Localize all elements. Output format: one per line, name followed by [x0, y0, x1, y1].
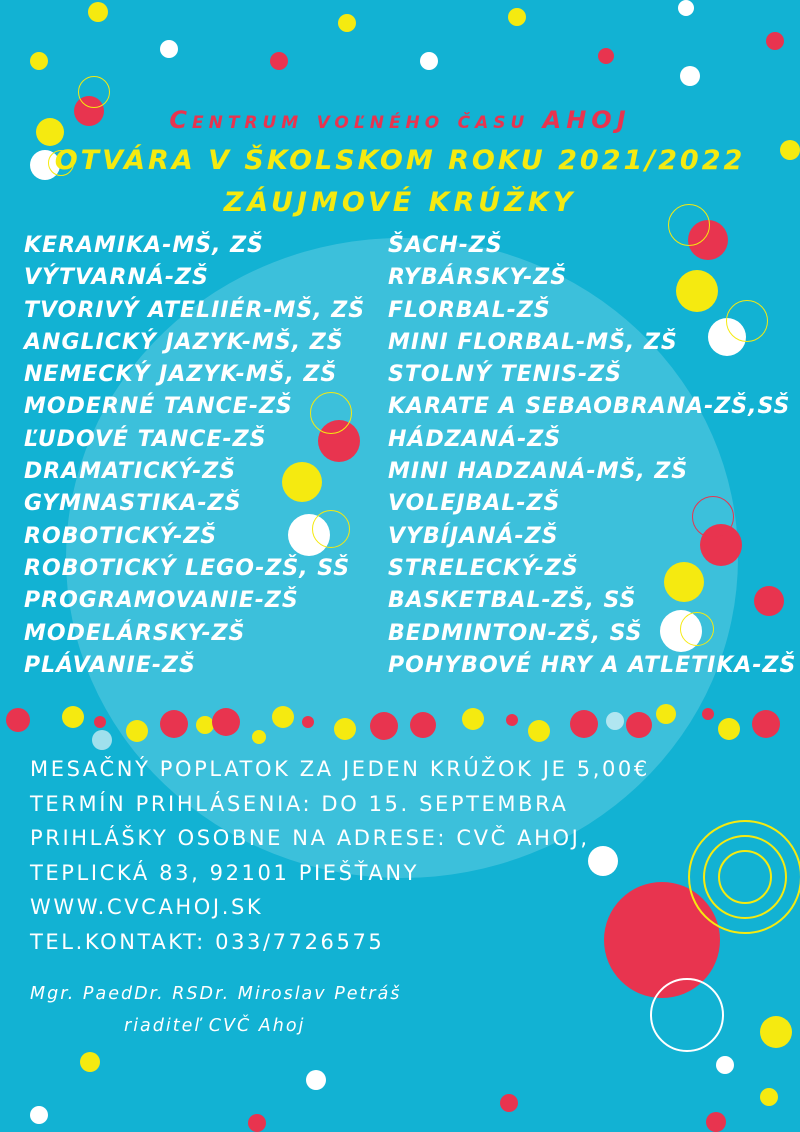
club-item: PLÁVANIE-ZŠ	[24, 652, 196, 678]
deadline-text: TERMÍN PRIHLÁSENIA: DO 15. SEPTEMBRA	[30, 791, 569, 816]
decor-dot	[420, 52, 438, 70]
website-link[interactable]: WWW.CVCAHOJ.SK	[30, 895, 264, 919]
club-item: TVORIVÝ ATELIIÉR-MŠ, ZŠ	[24, 297, 366, 323]
decor-dot	[272, 706, 294, 728]
club-item: VYBÍJANÁ-ZŠ	[388, 523, 559, 549]
decor-dot	[306, 1070, 326, 1090]
decor-dot	[410, 712, 436, 738]
decor-dot	[6, 708, 30, 732]
decor-dot	[160, 710, 188, 738]
decor-dot	[626, 712, 652, 738]
club-item: VOLEJBAL-ZŠ	[388, 491, 561, 517]
decor-dot	[656, 704, 676, 724]
phone-text: TEL.KONTAKT: 033/7726575	[30, 929, 385, 954]
decor-dot	[766, 32, 784, 50]
club-item: MODERNÉ TANCE-ZŠ	[24, 394, 293, 420]
decor-dot	[506, 714, 518, 726]
decor-dot	[500, 1094, 518, 1112]
decor-dot	[716, 1056, 734, 1074]
decor-dot	[248, 1114, 266, 1132]
decor-dot	[528, 720, 550, 742]
club-item: STRELECKÝ-ZŠ	[388, 555, 579, 581]
decor-dot	[302, 716, 314, 728]
address-text: TEPLICKÁ 83, 92101 PIEŠŤANY	[30, 860, 420, 885]
decor-dot	[212, 708, 240, 736]
decor-dot	[680, 66, 700, 86]
signature-name: Mgr. PaedDr. RSDr. Miroslav Petráš	[30, 984, 402, 1004]
club-item: DRAMATICKÝ-ZŠ	[24, 459, 237, 485]
club-item: ĽUDOVÉ TANCE-ZŠ	[24, 426, 267, 452]
decor-dot	[606, 712, 624, 730]
info-block	[30, 752, 650, 959]
decor-ring	[718, 850, 772, 904]
club-item: RYBÁRSKY-ZŠ	[388, 265, 568, 291]
decor-dot	[718, 718, 740, 740]
club-item: ANGLICKÝ JAZYK-MŠ, ZŠ	[24, 329, 344, 355]
club-item: ROBOTICKÝ LEGO-ZŠ, SŠ	[24, 555, 351, 581]
decor-dot	[598, 48, 614, 64]
clubs-list-left	[24, 230, 365, 682]
club-item: GYMNASTIKA-ZŠ	[24, 491, 242, 517]
clubs-list-right	[388, 230, 796, 682]
club-item: PROGRAMOVANIE-ZŠ	[24, 588, 299, 614]
club-item: STOLNÝ TENIS-ZŠ	[388, 362, 622, 388]
decor-ring	[650, 978, 724, 1052]
decor-dot	[94, 716, 106, 728]
decor-dot	[88, 2, 108, 22]
decor-dot	[270, 52, 288, 70]
club-item: KARATE A SEBAOBRANA-ZŠ,SŠ	[388, 394, 791, 420]
decor-dot	[570, 710, 598, 738]
decor-dot	[706, 1112, 726, 1132]
club-item: ROBOTICKÝ-ZŠ	[24, 523, 218, 549]
decor-dot	[160, 40, 178, 58]
decor-dot	[760, 1088, 778, 1106]
club-item: KERAMIKA-MŠ, ZŠ	[24, 233, 264, 258]
decor-dot	[678, 0, 694, 16]
club-item: FLORBAL-ZŠ	[388, 297, 551, 323]
decor-dot	[702, 708, 714, 720]
decor-dot	[752, 710, 780, 738]
decor-dot	[338, 14, 356, 32]
decor-dot	[370, 712, 398, 740]
decor-dot	[462, 708, 484, 730]
decor-dot	[62, 706, 84, 728]
decor-dot	[334, 718, 356, 740]
decor-dot	[252, 730, 266, 744]
club-item: VÝTVARNÁ-ZŠ	[24, 265, 209, 291]
club-item: BEDMINTON-ZŠ, SŠ	[388, 620, 643, 646]
club-item: BASKETBAL-ZŠ, SŠ	[388, 588, 637, 614]
club-item: HÁDZANÁ-ZŠ	[388, 426, 562, 452]
decor-dot	[92, 730, 112, 750]
decor-dot	[126, 720, 148, 742]
decor-dot	[80, 1052, 100, 1072]
decor-dot	[30, 1106, 48, 1124]
club-item: MODELÁRSKY-ZŠ	[24, 620, 246, 646]
signature-role: riaditeľ CVČ Ahoj	[124, 1016, 306, 1036]
club-item: MINI FLORBAL-MŠ, ZŠ	[388, 329, 678, 355]
decor-ring	[78, 76, 110, 108]
headline: OTVÁRA V ŠKOLSKOM ROKU 2021/2022	[54, 145, 746, 176]
decor-dot	[760, 1016, 792, 1048]
club-item: ŠACH-ZŠ	[388, 233, 503, 258]
decor-dot	[30, 52, 48, 70]
decor-dot	[508, 8, 526, 26]
club-item: MINI HADZANÁ-MŠ, ZŠ	[388, 459, 689, 485]
club-item: NEMECKÝ JAZYK-MŠ, ZŠ	[24, 362, 338, 388]
signup-text: PRIHLÁŠKY OSOBNE NA ADRESE: CVČ AHOJ,	[30, 826, 590, 850]
organization-title: Centrum voľného času AHOJ	[169, 106, 631, 134]
fee-text: MESAČNÝ POPLATOK ZA JEDEN KRÚŽOK JE 5,00€	[30, 757, 650, 781]
subheadline: ZÁUJMOVÉ KRÚŽKY	[223, 187, 577, 218]
club-item: POHYBOVÉ HRY A ATLETIKA-ZŠ	[388, 652, 797, 678]
